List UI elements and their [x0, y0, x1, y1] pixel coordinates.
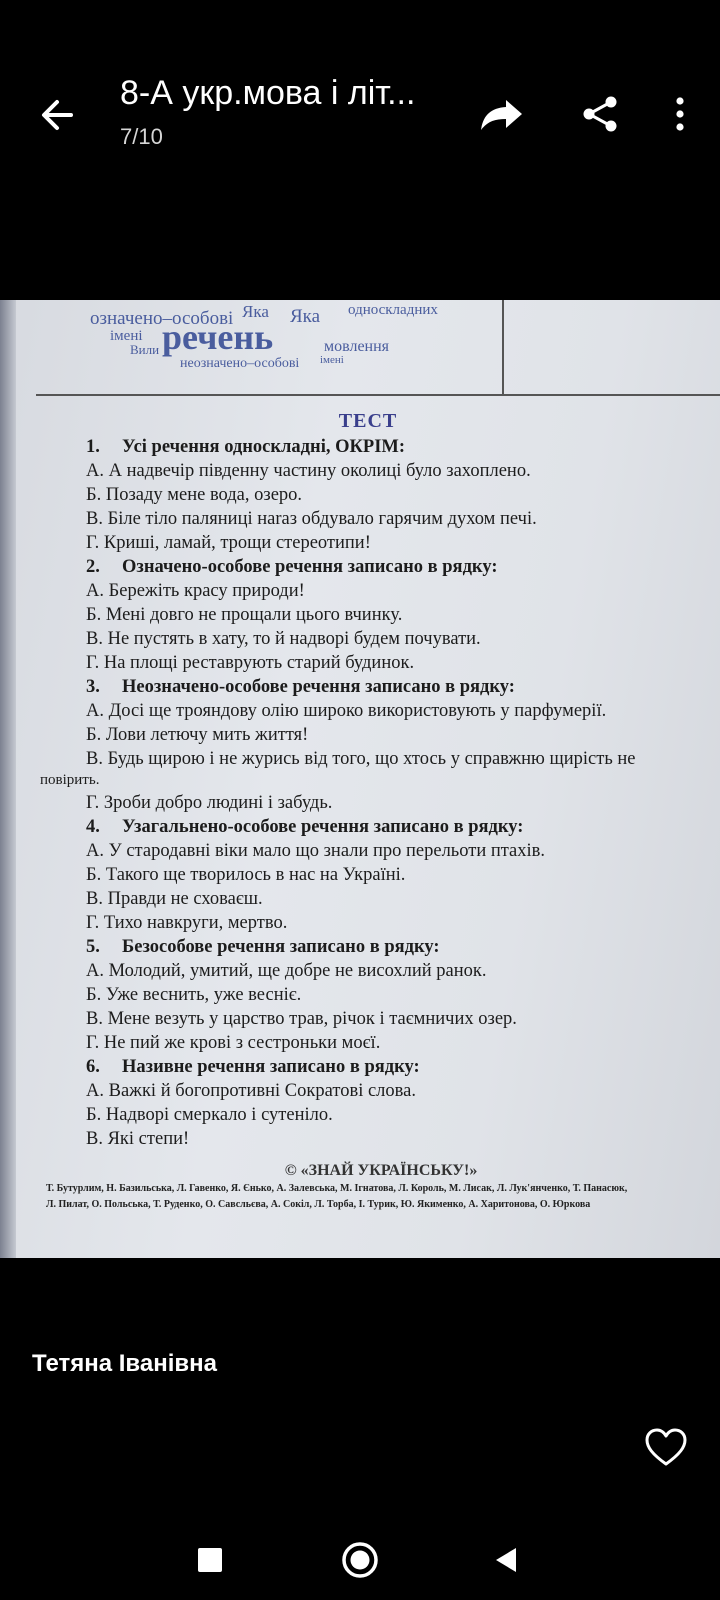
answer-option: А. У стародавні віки мало що знали про перельоти птахів. [86, 841, 546, 861]
word-cloud [70, 300, 500, 394]
frame-divider [502, 300, 504, 394]
test-title: ТЕСТ [338, 410, 398, 432]
arrow-left-icon [37, 95, 77, 135]
copyright: © «ЗНАЙ УКРАЇНСЬКУ!» [284, 1162, 478, 1179]
word-cloud-word: Яка [242, 302, 269, 321]
answer-option: А. Важкі й богопротивні Сократові слова. [86, 1081, 416, 1101]
answer-option: В. Не пустять в хату, то й надворі будем почувати. [86, 629, 481, 649]
top-bar [0, 60, 720, 170]
word-cloud-word: односкладних [348, 302, 438, 318]
test-document [36, 410, 720, 1151]
answer-option: А. А надвечір південну частину околиці було захоплено. [86, 461, 531, 481]
home-circle-icon [340, 1540, 380, 1580]
answer-option: Б. Позаду мене вода, озеро. [86, 485, 303, 505]
word-cloud-word: імені [110, 328, 143, 344]
answer-option: Б. Лови летючу мить життя! [86, 725, 309, 745]
image-counter: 7/10 [120, 124, 163, 149]
more-options-button[interactable] [652, 86, 708, 142]
answer-option: Г. Зроби добро людині і забудь. [86, 793, 333, 813]
frame-divider [36, 394, 720, 396]
share-button[interactable] [572, 86, 628, 142]
more-vertical-icon [670, 94, 690, 134]
recent-apps-button[interactable] [180, 1530, 240, 1590]
answer-option: Г. Криші, ламай, трощи стереотипи! [86, 533, 371, 553]
authors-line: Т. Бутурлим, Н. Базильська, Л. Гавенко, Я. Єнько, А. Залевська, М. Ігнатова, Л. Король, М. Лисак, Л. Лук'янченко, Т. Панасюк, [46, 1183, 628, 1194]
heart-icon [642, 1424, 690, 1472]
answer-option: В. Які степи! [86, 1129, 190, 1149]
system-nav-bar [0, 1510, 720, 1600]
answer-continuation: повірить. [40, 772, 100, 788]
triangle-back-icon [491, 1545, 521, 1575]
nav-back-button[interactable] [476, 1530, 536, 1590]
answer-option: В. Біле тіло паляниці наraз обдувало гарячим духом печі. [86, 509, 537, 529]
word-cloud-word: речень [162, 317, 274, 357]
question: 1. Усі речення односкладні, ОКРІМ: [86, 437, 406, 457]
share-icon [580, 94, 620, 134]
answer-option: Б. Уже веснить, уже весніє. [86, 985, 302, 1005]
question: 4. Узагальнено-особове речення записано в рядку: [86, 817, 524, 837]
answer-option: Б. Мені довго не прощали цього вчинку. [86, 605, 403, 625]
answer-option: В. Мене везуть у царство трав, річок і таємничих озер. [86, 1009, 517, 1029]
like-button[interactable] [642, 1424, 690, 1472]
word-cloud-word: Вили [130, 342, 160, 357]
square-icon [195, 1545, 225, 1575]
page-footer [46, 1162, 716, 1212]
book-binding-shadow [0, 300, 16, 1258]
word-cloud-word: імені [320, 354, 344, 366]
forward-arrow-icon [478, 94, 526, 134]
word-cloud-word: мовлення [324, 338, 390, 355]
answer-option: Г. На площі реставрують старий будинок. [86, 653, 415, 673]
home-button[interactable] [330, 1530, 390, 1590]
answer-option: Г. Не пий же крові з сестроньки моєї. [86, 1033, 381, 1053]
answer-option: А. Досі ще трояндову олію широко використовують у парфумерії. [86, 701, 607, 721]
word-cloud-word: Яка [290, 306, 321, 327]
answer-option: В. Правди не сховаєш. [86, 889, 263, 909]
uploader-name: Тетяна Іванівна [32, 1350, 217, 1377]
answer-option: Б. Такого ще творилось в нас на Україні. [86, 865, 406, 885]
authors-line: Л. Пилат, О. Польська, Т. Руденко, О. Савсльєва, А. Сокіл, Л. Торба, І. Турик, Ю. Якименко, А. Харитонова, О. Юркова [46, 1199, 591, 1210]
question: 6. Називне речення записано в рядку: [86, 1057, 420, 1077]
answer-option: А. Бережіть красу природи! [86, 581, 305, 601]
question: 5. Безособове речення записано в рядку: [86, 937, 440, 957]
answer-option: Б. Надворі смеркало і сутеніло. [86, 1105, 333, 1125]
back-button[interactable] [30, 88, 84, 142]
photo-viewer[interactable] [0, 300, 720, 1258]
answer-option: Г. Тихо навкруги, мертво. [86, 913, 288, 933]
question: 3. Неозначено-особове речення записано в рядку: [86, 677, 515, 697]
forward-button[interactable] [474, 86, 530, 142]
word-cloud-word: неозначено–особові [180, 356, 300, 371]
answer-option: А. Молодий, умитий, ще добре не висохлий ранок. [86, 961, 487, 981]
word-cloud-word: означено–особові [90, 308, 234, 329]
question: 2. Означено-особове речення записано в рядку: [86, 557, 498, 577]
album-title: 8-А укр.мова і літ... [120, 74, 416, 112]
answer-option: В. Будь щирою і не журись від того, що хтось у справжню щирість не [86, 749, 636, 769]
